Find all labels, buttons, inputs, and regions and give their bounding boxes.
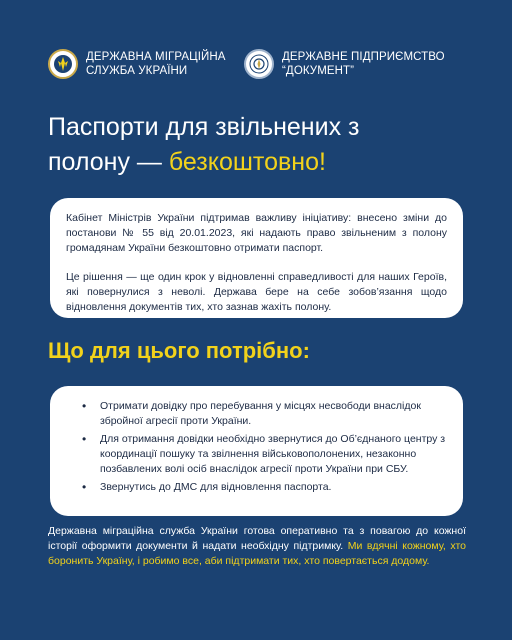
dmsu-name-line1: ДЕРЖАВНА МІГРАЦІЙНА <box>86 51 226 63</box>
title-line2-prefix: полону — <box>48 148 169 176</box>
document-emblem-icon <box>244 49 274 79</box>
footer-text <box>48 524 466 569</box>
requirement-item-3: • Звернутись до ДМС для відновлення паспорта. <box>82 480 447 495</box>
intro-card <box>50 198 463 318</box>
requirement-item-2: • Для отримання довідки необхідно звернутися до Об’єднаного центру з координації пошуку та звілнення військовополонених, незаконно позбавлених волі осіб внаслідок агресії проти України при СБУ. <box>82 432 447 477</box>
title-line1: Паспорти для звільнених з <box>48 113 360 141</box>
page-title <box>48 110 468 180</box>
dmsu-emblem-icon <box>48 49 78 79</box>
requirements-card <box>50 386 463 516</box>
intro-paragraph-2: Це рішення — ще один крок у відновленні справедливості для наших Героїв, які повернулися з неволі. Держава бере на себе зобов’язання щодо відновлення документів тих, хто зазнав жахіть полону. <box>66 271 447 313</box>
requirement-item-1: • Отримати довідку про перебування у місцях несвободи внаслідок збройної агресії проти України. <box>82 399 447 429</box>
footer-text-1: Державна міграційна служба України готова оперативно та з повагою до кожної історії оформити документи й надати необхідну підтримку. <box>48 525 466 552</box>
dmsu-logo[interactable] <box>48 46 226 82</box>
document-name <box>282 50 445 78</box>
document-logo[interactable] <box>244 46 445 82</box>
requirements-heading: Що для цього потрібно: <box>48 338 310 363</box>
dmsu-name-line2: СЛУЖБА УКРАЇНИ <box>86 65 188 77</box>
footer-text-2: Ми вдячні кожному, хто боронить Україну, і робимо все, аби підтримати тих, хто повертається додому. <box>48 540 467 567</box>
dmsu-name <box>86 50 226 78</box>
requirements-list <box>82 399 447 495</box>
document-name-line1: ДЕРЖАВНЕ ПІДПРИЄМСТВО <box>282 51 445 63</box>
header <box>48 46 492 82</box>
document-name-line2: “ДОКУМЕНТ” <box>282 65 355 77</box>
intro-paragraph-1: Кабінет Міністрів України підтримав важливу ініціативу: внесено зміни до постанови № 55 від 20.01.2023, які надають право звільненим з полону громадянам України безкоштовно отримати паспорт. <box>66 212 447 254</box>
title-accent: безкоштовно! <box>168 148 326 176</box>
